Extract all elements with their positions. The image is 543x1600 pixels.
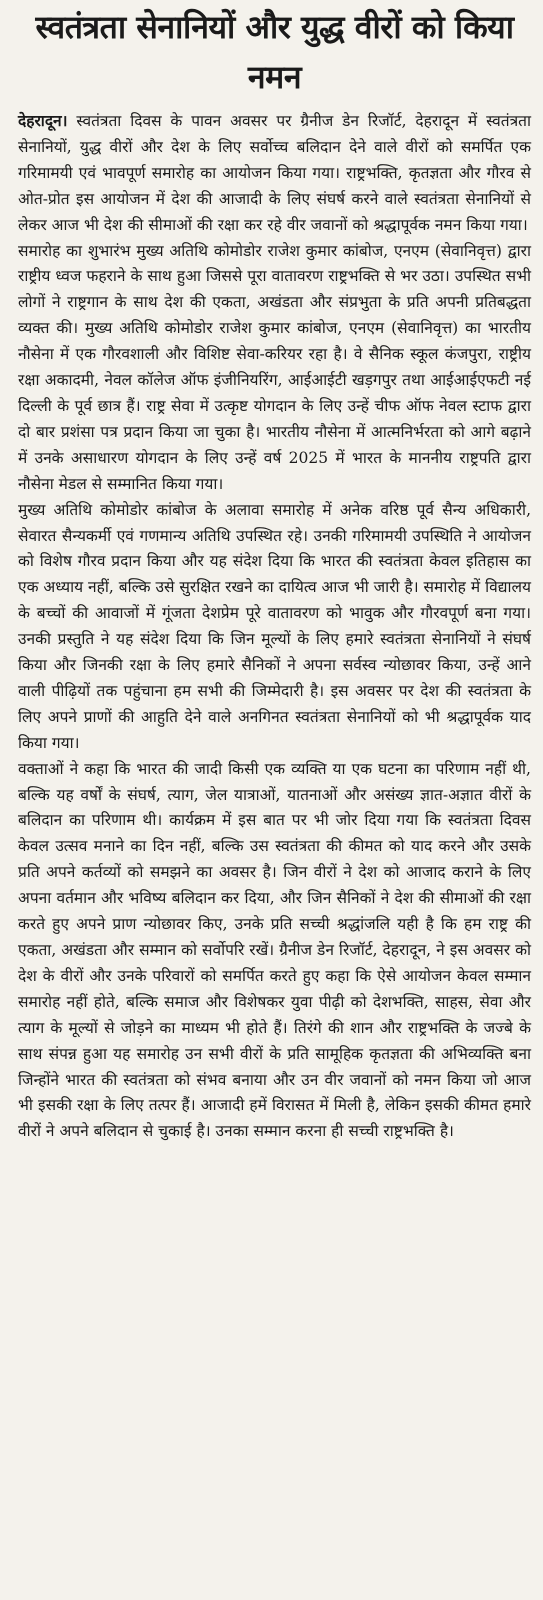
dateline: देहरादून। [18, 111, 68, 130]
article-body [18, 108, 531, 1145]
article-paragraph-4: वक्ताओं ने कहा कि भारत की जादी किसी एक व्यक्ति या एक घटना का परिणाम नहीं थी, बल्कि यह वर्षों के संघर्ष, त्याग, जेल यात्राओं, यातनाओं और असंख्य ज्ञात-अज्ञात वीरों के बलिदान का परिणाम थी। कार्यक्रम में इस बात पर भी जोर दिया गया कि स्वतंत्रता दिवस केवल उत्सव मनाने का दिन नहीं, बल्कि उस स्वतंत्रता की कीमत को याद करने और उसके प्रति अपने कर्तव्यों को समझने का अवसर है। जिन वीरों ने देश को आजाद कराने के लिए अपना वर्तमान और भविष्य बलिदान कर दिया, और जिन सैनिकों ने देश की सीमाओं की रक्षा करते हुए अपने प्राण न्योछावर किए, उनके प्रति सच्ची श्रद्धांजलि यही है कि हम राष्ट्र की एकता, अखंडता और सम्मान को सर्वोपरि रखें। ग्रैनीज डेन रिजॉर्ट, देहरादून, ने इस अवसर को देश के वीरों और उनके परिवारों को समर्पित करते हुए कहा कि ऐसे आयोजन केवल सम्मान समारोह नहीं होते, बल्कि समाज और विशेषकर युवा पीढ़ी को देशभक्ति, साहस, सेवा और त्याग के मूल्यों से जोड़ने का माध्यम भी होते हैं। तिरंगे की शान और राष्ट्रभक्ति के जज्बे के साथ संपन्न हुआ यह समारोह उन सभी वीरों के प्रति सामूहिक कृतज्ञता की अभिव्यक्ति बना जिन्होंने भारत की स्वतंत्रता को संभव बनाया और उन वीर जवानों को नमन किया जो आज भी इसकी रक्षा के लिए तत्पर हैं। आजादी हमें विरासत में मिली है, लेकिन इसकी कीमत हमारे वीरों ने अपने बलिदान से चुकाई है। उनका सम्मान करना ही सच्ची राष्ट्रभक्ति है। [18, 759, 531, 1141]
article-paragraph-1 [18, 108, 531, 239]
article-paragraph-3: मुख्य अतिथि कोमोडोर कांबोज के अलावा समारोह में अनेक वरिष्ठ पूर्व सैन्य अधिकारी, सेवारत सैन्यकर्मी एवं गणमान्य अतिथि उपस्थित रहे। उनकी गरिमामयी उपस्थिति ने आयोजन को विशेष गौरव प्रदान किया और यह संदेश दिया कि भारत की स्वतंत्रता केवल इतिहास का एक अध्याय नहीं, बल्कि उसे सुरक्षित रखने का दायित्व आज भी जारी है। समारोह में विद्यालय के बच्चों की आवाजों में गूंजता देशप्रेम पूरे वातावरण को भावुक और गौरवपूर्ण बना गया। उनकी प्रस्तुति ने यह संदेश दिया कि जिन मूल्यों के लिए हमारे स्वतंत्रता सेनानियों ने संघर्ष किया और जिनकी रक्षा के लिए हमारे सैनिकों ने अपना सर्वस्व न्योछावर किया, उन्हें आने वाली पीढ़ियों तक पहुंचाना हम सभी की जिम्मेदारी है। इस अवसर पर देश की स्वतंत्रता के लिए अपने प्राणों की आहुति देने वाले अनगिनत स्वतंत्रता सेनानियों को भी श्रद्धापूर्वक याद किया गया। [18, 500, 531, 752]
article-headline: स्वतंत्रता सेनानियों और युद्ध वीरों को किया नमन [35, 8, 514, 96]
paragraph-text: स्वतंत्रता दिवस के पावन अवसर पर ग्रैनीज डेन रिजॉर्ट, देहरादून में स्वतंत्रता सेनानियों, युद्ध वीरों और देश के लिए सर्वोच्च बलिदान देने वाले वीरों को समर्पित एक गरिमामयी एवं भावपूर्ण समारोह का आयोजन किया गया। राष्ट्रभक्ति, कृतज्ञता और गौरव से ओत-प्रोत इस आयोजन में देश की आजादी के लिए संघर्ष करने वाले स्वतंत्रता सेनानियों से लेकर आज भी देश की सीमाओं की रक्षा कर रहे वीर जवानों को श्रद्धापूर्वक नमन किया गया। [18, 112, 531, 234]
article-paragraph-2: समारोह का शुभारंभ मुख्य अतिथि कोमोडोर राजेश कुमार कांबोज, एनएम (सेवानिवृत्त) द्वारा राष्ट्रीय ध्वज फहराने के साथ हुआ जिससे पूरा वातावरण राष्ट्रभक्ति से भर उठा। उपस्थित सभी लोगों ने राष्ट्रगान के साथ देश की एकता, अखंडता और संप्रभुता के प्रति अपनी प्रतिबद्धता व्यक्त की। मुख्य अतिथि कोमोडोर राजेश कुमार कांबोज, एनएम (सेवानिवृत्त) का भारतीय नौसेना में एक गौरवशाली और विशिष्ट सेवा-करियर रहा है। वे सैनिक स्कूल कंजपुरा, राष्ट्रीय रक्षा अकादमी, नेवल कॉलेज ऑफ इंजीनियरिंग, आईआईटी खड़गपुर तथा आईआईएफटी नई दिल्ली के पूर्व छात्र हैं। राष्ट्र सेवा में उत्कृष्ट योगदान के लिए उन्हें चीफ ऑफ नेवल स्टाफ द्वारा दो बार प्रशंसा पत्र प्रदान किया जा चुका है। भारतीय नौसेना में आत्मनिर्भरता को आगे बढ़ाने में उनके असाधारण योगदान के लिए उन्हें वर्ष 2025 में भारत के माननीय राष्ट्रपति द्वारा नौसेना मेडल से सम्मानित किया गया। [18, 241, 531, 493]
